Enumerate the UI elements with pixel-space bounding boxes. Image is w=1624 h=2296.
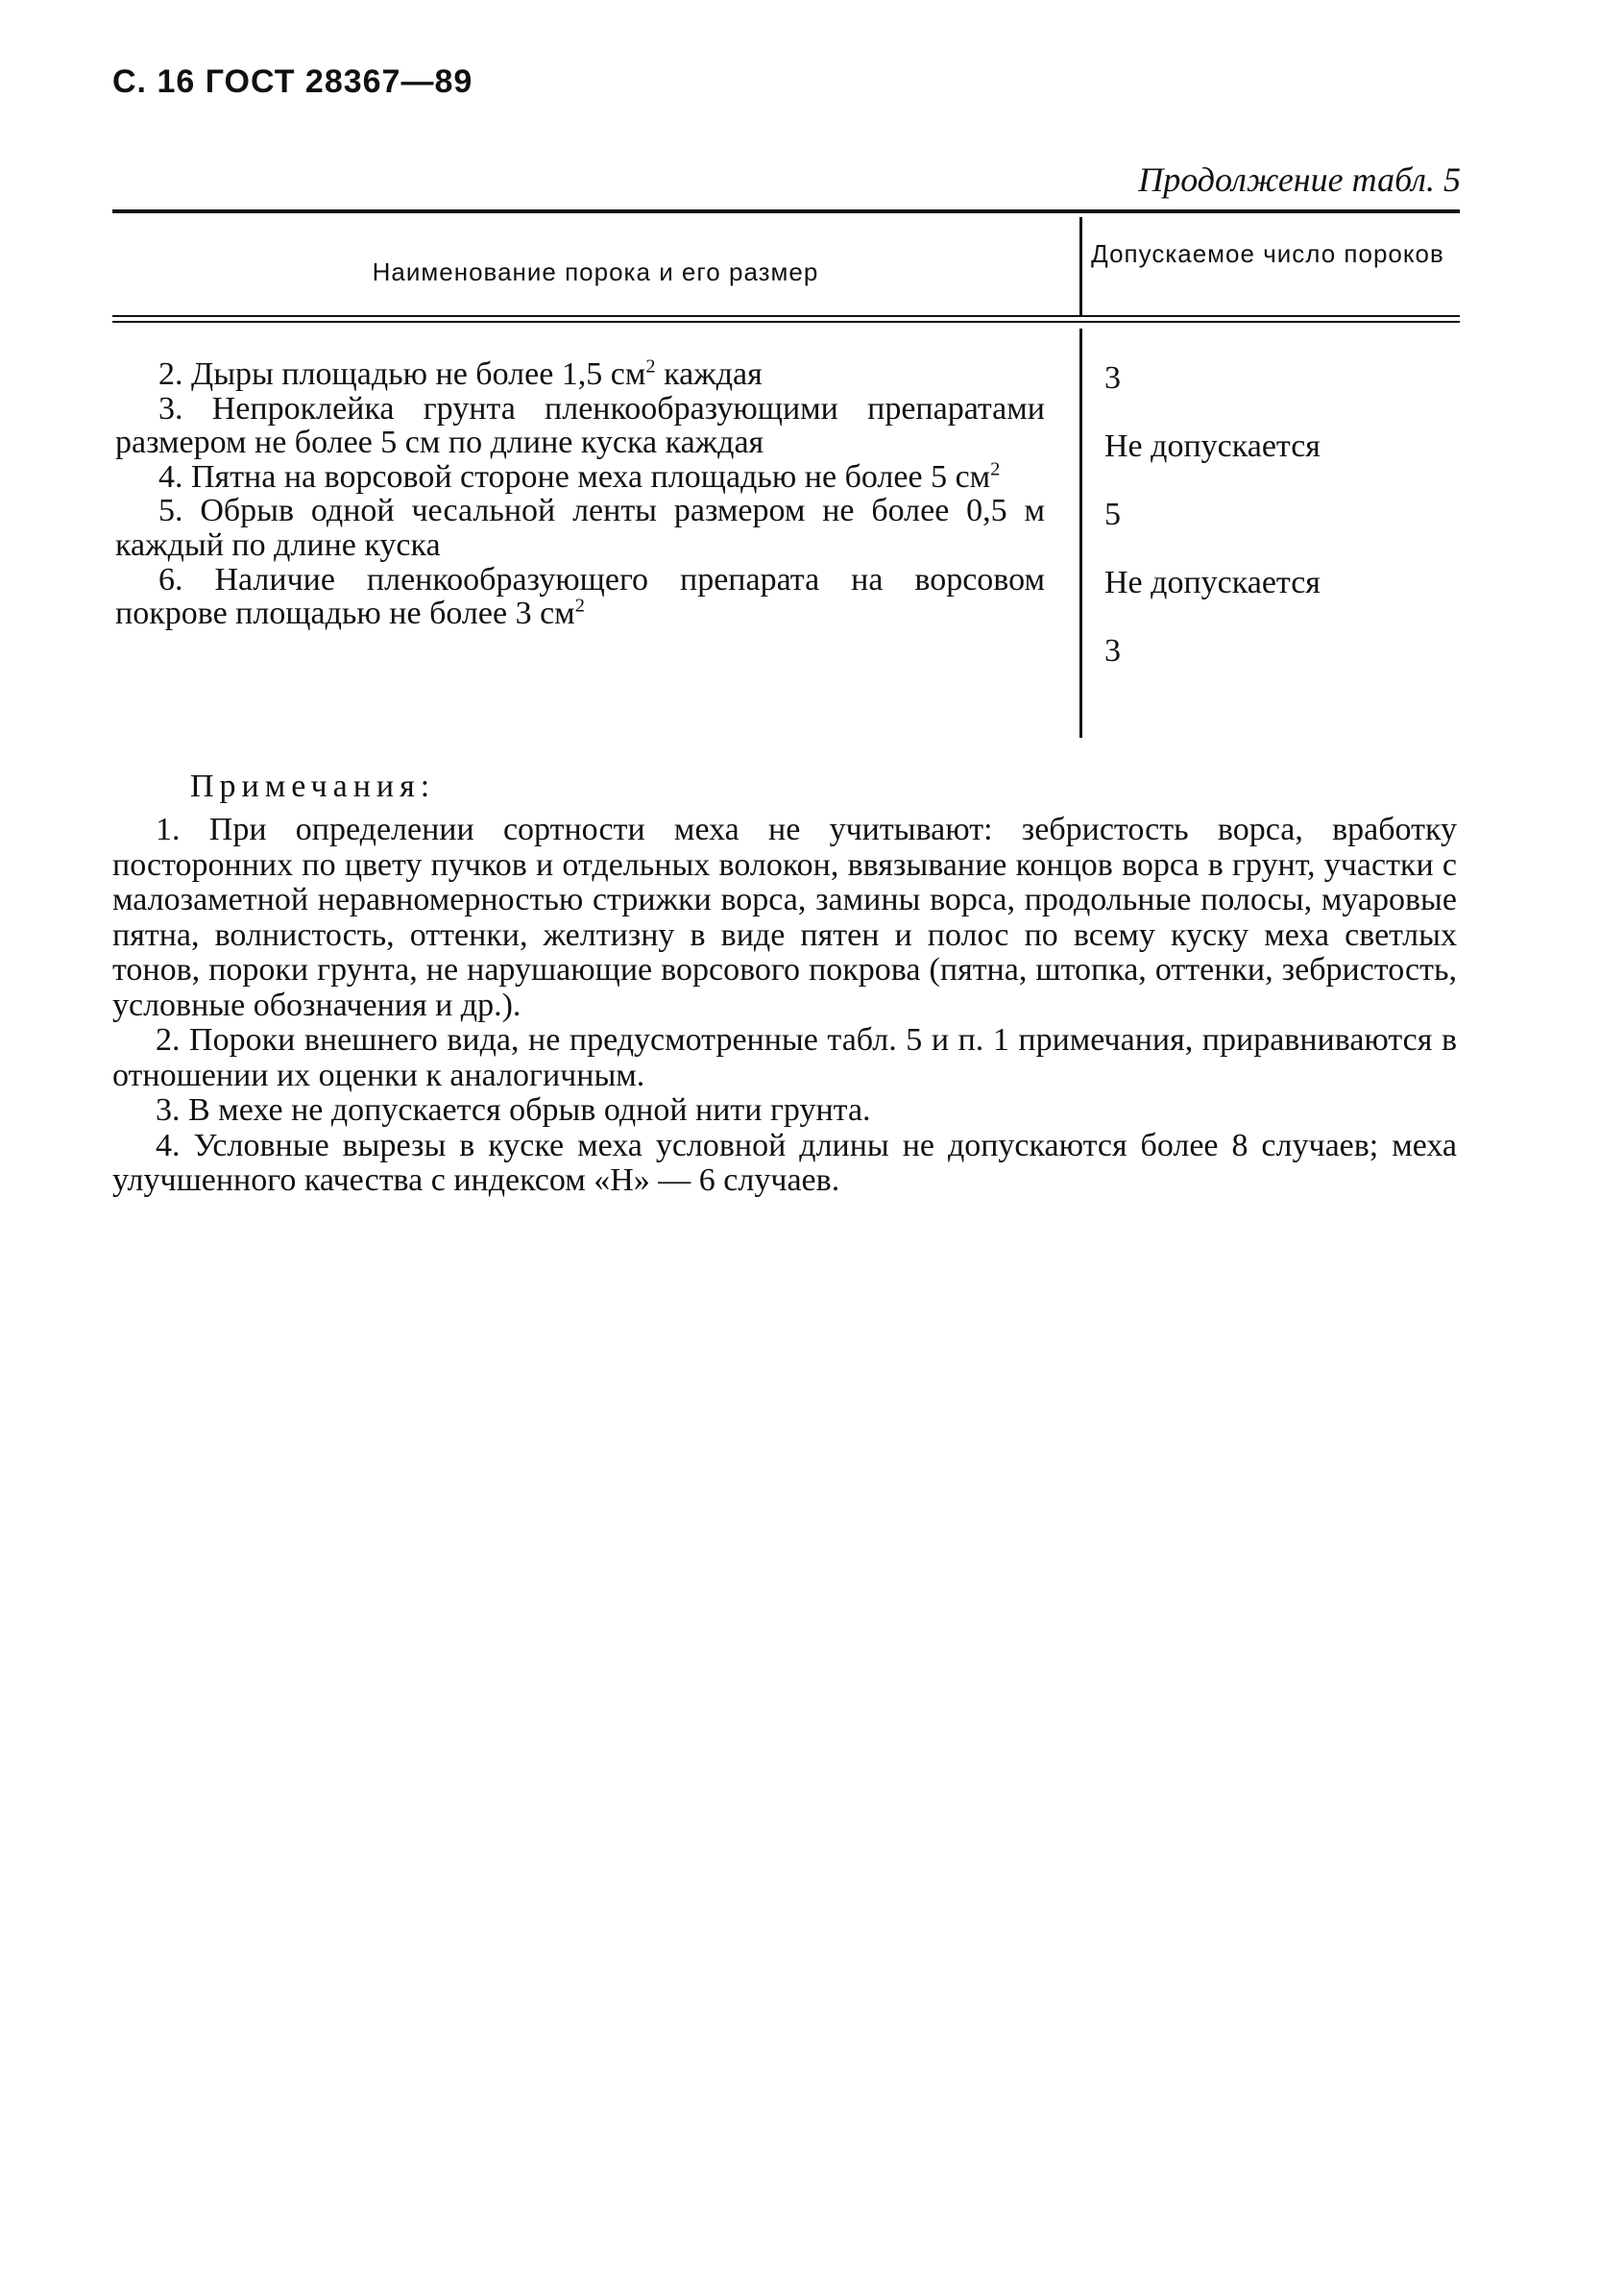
table-row-value: 3 — [1104, 633, 1121, 669]
table-head-rule-lower — [112, 321, 1460, 323]
note-item: 4. Условные вырезы в куске меха условной длины не допускаются более 8 случаев; меха улучшенного качества с индексом «Н» — 6 случаев. — [112, 1127, 1457, 1198]
page-header: С. 16 ГОСТ 28367—89 — [112, 63, 473, 100]
table-row-name: 6. Наличие пленкообразующего препарата на ворсовом покрове площадью не более 3 $см^2$ — [115, 561, 1045, 632]
table-row-name: 3. Непроклейка грунта пленкообразующими препаратами размером не более 5 см по длине куска каждая — [115, 390, 1045, 461]
table-row-value: 5 — [1104, 497, 1121, 532]
table-caption: Продолжение табл. 5 — [1138, 160, 1461, 199]
column-header-allowed: Допускаемое число пороков — [1091, 239, 1444, 268]
notes-list — [112, 813, 1457, 1199]
column-divider — [1079, 217, 1082, 315]
table-row-value: 3 — [1104, 360, 1121, 396]
defect-rows — [115, 357, 1045, 631]
table-row-value: Не допускается — [1104, 428, 1321, 464]
column-header-defect: Наименование порока и его размер — [372, 257, 819, 286]
note-item: 1. При определении сортности меха не учитывают: зебристость ворса, вработку посторонних по цвету пучков и отдельных волокон, ввязывание концов ворса в грунт, участки с малозаметной неравномерностью стрижки ворса, замины ворса, продольные полосы, муаровые пятна, волнистость, оттенки, желтизну в виде пятен и полос по всему куску меха светлых тонов, пороки грунта, не нарушающие ворсового покрова (пятна, штопка, оттенки, зебристость, условные обозначения и др.). — [112, 812, 1457, 1023]
column-divider-body — [1079, 329, 1082, 738]
table-row-value: Не допускается — [1104, 565, 1321, 600]
table-head-rule-upper — [112, 315, 1460, 317]
table-row-name: 2. Дыры площадью не более 1,5 $см^2$ каждая — [158, 355, 763, 392]
note-item: 2. Пороки внешнего вида, не предусмотренные табл. 5 и п. 1 примечания, приравниваются в отношении их оценки к аналогичным. — [112, 1022, 1457, 1093]
table-row-name: 4. Пятна на ворсовой стороне меха площадью не более 5 $см^2$ — [158, 458, 1001, 495]
table-row-name: 5. Обрыв одной чесальной ленты размером не более 0,5 м каждый по длине куска — [115, 493, 1045, 563]
notes-title: Примечания: — [190, 769, 436, 804]
table-top-rule — [112, 209, 1460, 213]
note-item: 3. В мехе не допускается обрыв одной нити грунта. — [156, 1092, 871, 1128]
